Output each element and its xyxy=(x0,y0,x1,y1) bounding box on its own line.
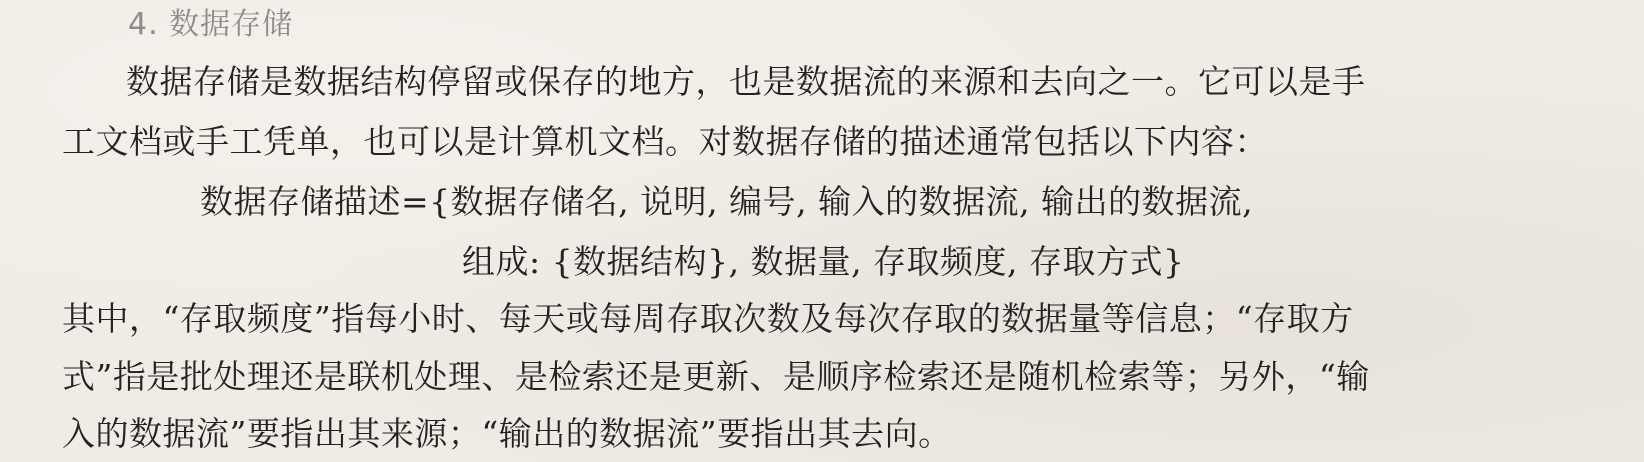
formula-line-1: 数据存储描述={数据存储名, 说明, 编号, 输入的数据流, 输出的数据流, xyxy=(200,182,1254,221)
paragraph-line-2: 工文档或手工凭单，也可以是计算机文档。对数据存储的描述通常包括以下内容： xyxy=(62,122,1268,161)
section-heading: 4. 数据存储 xyxy=(128,7,294,42)
paragraph-line-1: 数据存储是数据结构停留或保存的地方，也是数据流的来源和去向之一。它可以是手 xyxy=(126,62,1366,101)
formula-line-2: 组成: {数据结构}, 数据量, 存取频度, 存取方式} xyxy=(462,242,1185,281)
paragraph-line-7: 入的数据流”要指出其来源；“输出的数据流”要指出其去向。 xyxy=(62,414,952,453)
paragraph-line-5: 其中，“存取频度”指每小时、每天或每周存取次数及每次存取的数据量等信息；“存取方 xyxy=(62,299,1354,338)
paragraph-line-6: 式”指是批处理还是联机处理、是检索还是更新、是顺序检索还是随机检索等；另外，“输 xyxy=(62,357,1370,396)
